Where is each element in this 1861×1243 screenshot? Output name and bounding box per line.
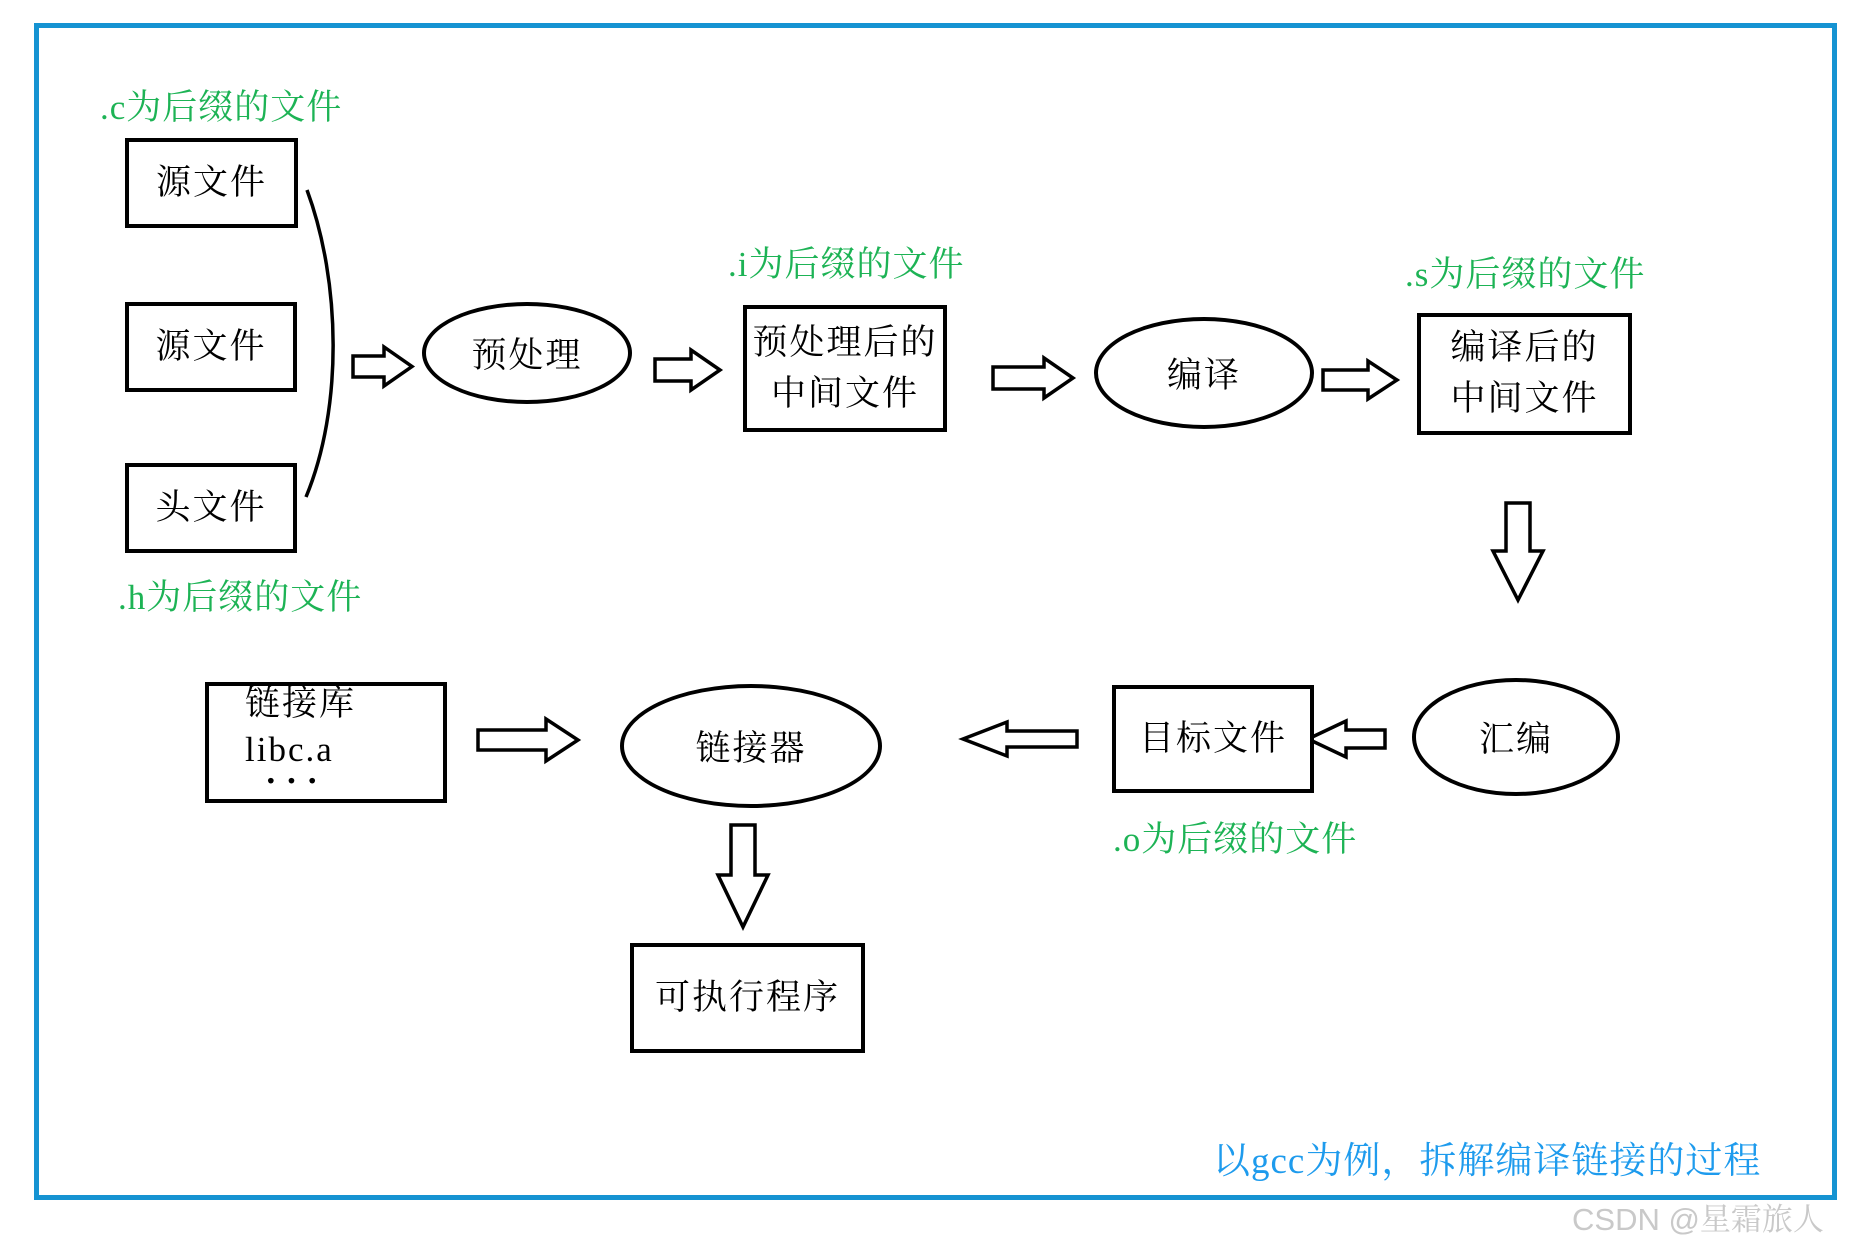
node-compiled-intermediate-line2: 中间文件 — [1450, 379, 1599, 418]
node-linker-label: 链接器 — [695, 729, 807, 768]
node-executable — [630, 943, 865, 1053]
node-source-file-2 — [125, 302, 297, 392]
node-compiled-intermediate-line1: 编译后的 — [1450, 328, 1599, 368]
node-link-library-line2: libc.a — [245, 729, 334, 769]
node-source-file-2-label: 源文件 — [155, 326, 267, 366]
node-source-file-1-label: 源文件 — [155, 162, 267, 202]
arrow-right-sources-to-preprocess-icon — [353, 347, 412, 386]
arrow-left-object-to-linker-icon — [963, 722, 1077, 756]
label-c-suffix: .c为后缀的文件 — [100, 88, 343, 127]
node-compiled-intermediate — [1417, 313, 1632, 435]
node-assemble-label: 汇编 — [1478, 720, 1553, 759]
arrow-right-preprocess-to-intermediate-icon — [655, 350, 720, 390]
node-compile-label: 编译 — [1166, 356, 1241, 395]
node-preprocessed-intermediate-line1: 预处理后的 — [752, 322, 938, 362]
node-preprocessed-intermediate-line2: 中间文件 — [770, 373, 919, 413]
node-object-file-label: 目标文件 — [1138, 718, 1287, 758]
arrow-down-asmfile-to-assemble-icon — [1493, 503, 1543, 600]
label-o-suffix: .o为后缀的文件 — [1113, 820, 1358, 859]
node-executable-label: 可执行程序 — [654, 977, 840, 1017]
node-source-file-1 — [125, 138, 298, 228]
arrow-right-compile-to-asmfile-icon — [1323, 361, 1397, 399]
node-link-library-line3: ··· — [265, 761, 328, 801]
node-compile — [1094, 317, 1314, 429]
node-header-file — [125, 463, 297, 553]
node-header-file-label: 头文件 — [155, 487, 267, 527]
csdn-watermark: CSDN @星霜旅人 — [1572, 1202, 1824, 1237]
node-link-library-line1: 链接库 — [245, 684, 357, 724]
node-link-library — [205, 682, 447, 803]
arrow-down-linker-to-executable-icon — [718, 825, 768, 927]
node-preprocess-label: 预处理 — [471, 336, 583, 375]
node-linker — [620, 684, 882, 808]
arrow-right-intermediate-to-compile-icon — [993, 358, 1073, 398]
label-s-suffix: .s为后缀的文件 — [1405, 255, 1646, 294]
node-preprocess — [422, 302, 632, 404]
label-h-suffix: .h为后缀的文件 — [118, 578, 363, 617]
node-object-file — [1112, 685, 1314, 793]
diagram-caption: 以gcc为例，拆解编译链接的过程 — [1213, 1141, 1762, 1182]
node-assemble — [1412, 678, 1620, 796]
label-i-suffix: .i为后缀的文件 — [728, 245, 965, 284]
arrow-right-library-to-linker-icon — [478, 719, 578, 761]
input-group-arc — [306, 190, 333, 497]
arrow-left-assemble-to-object-icon — [1308, 721, 1385, 757]
node-preprocessed-intermediate — [743, 305, 947, 432]
